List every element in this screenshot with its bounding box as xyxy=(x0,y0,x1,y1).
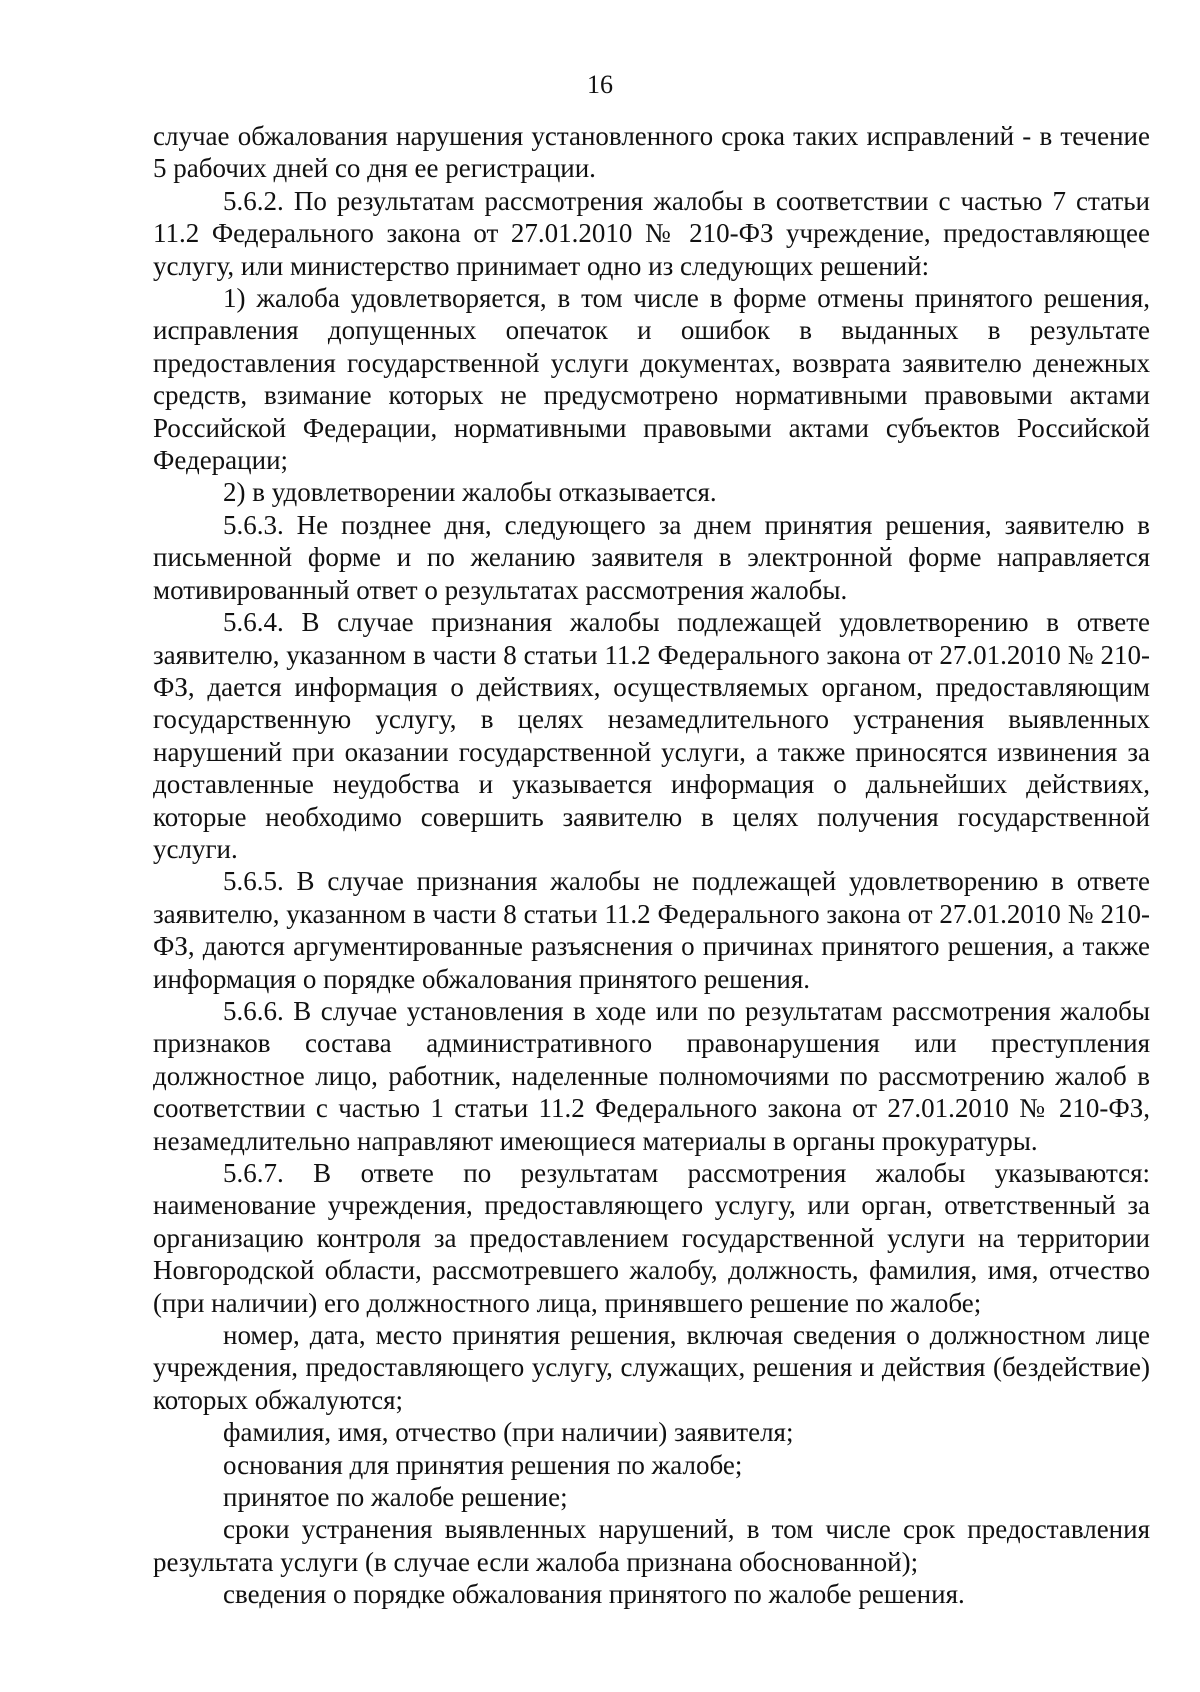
paragraph-5-6-5: 5.6.5. В случае признания жалобы не подлежащей удовлетворению в ответе заявителю, указанном в части 8 статьи 11.2 Федерального закона от 27.01.2010 № 210-ФЗ, даются аргументированные разъяснения о причинах принятого решения, а также информация о порядке обжалования принятого решения. xyxy=(153,866,1150,994)
paragraph-list-item: фамилия, имя, отчество (при наличии) заявителя; xyxy=(223,1417,794,1448)
paragraph-list-item: принятое по жалобе решение; xyxy=(223,1482,568,1513)
paragraph-5-6-7: 5.6.7. В ответе по результатам рассмотрения жалобы указываются: наименование учреждения, предоставляющего услугу, или орган, ответственный за организацию контроля за предоставлением государственной услуги на территории Новгородской области, рассмотревшего жалобу, должность, фамилия, имя, отчество (при наличии) его должностного лица, принявшего решение по жалобе; xyxy=(153,1158,1150,1318)
paragraph-decision-2: 2) в удовлетворении жалобы отказывается. xyxy=(223,477,717,508)
page-number: 16 xyxy=(587,70,613,99)
paragraph-list-item: основания для принятия решения по жалобе; xyxy=(223,1449,743,1480)
paragraph-decision-1: 1) жалоба удовлетворяется, в том числе в форме отмены принятого решения, исправления допущенных опечаток и ошибок в выданных в результате предоставления государственной услуги документах, возврата заявителю денежных средств, взимание которых не предусмотрено нормативными правовыми актами Российской Федерации, нормативными правовыми актами субъектов Российской Федерации; xyxy=(153,283,1150,476)
paragraph-5-6-4: 5.6.4. В случае признания жалобы подлежащей удовлетворению в ответе заявителю, указанном в части 8 статьи 11.2 Федерального закона от 27.01.2010 № 210-ФЗ, дается информация о действиях, осуществляемых органом, предоставляющим государственную услугу, в целях незамедлительного устранения выявленных нарушений при оказании государственной услуги, а также приносятся извинения за доставленные неудобства и указывается информация о дальнейших действиях, которые необходимо совершить заявителю в целях получения государственной услуги. xyxy=(153,607,1150,864)
paragraph-list-item: сведения о порядке обжалования принятого по жалобе решения. xyxy=(223,1579,965,1610)
paragraph-5-6-3: 5.6.3. Не позднее дня, следующего за днем принятия решения, заявителю в письменной форме и по желанию заявителя в электронной форме направляется мотивированный ответ о результатах рассмотрения жалобы. xyxy=(153,509,1150,605)
paragraph-5-6-2: 5.6.2. По результатам рассмотрения жалобы в соответствии с частью 7 статьи 11.2 Федерального закона от 27.01.2010 № 210-ФЗ учреждение, предоставляющее услугу, или министерство принимает одно из следующих решений: xyxy=(153,185,1150,281)
body-text xyxy=(153,120,1150,1611)
paragraph-5-6-6: 5.6.6. В случае установления в ходе или по результатам рассмотрения жалобы признаков состава административного правонарушения или преступления должностное лицо, работник, наделенные полномочиями по рассмотрению жалоб в соответствии с частью 1 статьи 11.2 Федерального закона от 27.01.2010 № 210-ФЗ, незамедлительно направляют имеющиеся материалы в органы прокуратуры. xyxy=(153,995,1150,1156)
paragraph-list-item: номер, дата, место принятия решения, включая сведения о должностном лице учреждения, предоставляющего услугу, служащих, решения и действия (бездействие) которых обжалуются; xyxy=(153,1320,1150,1415)
paragraph-list-item: сроки устранения выявленных нарушений, в том числе срок предоставления результата услуги (в случае если жалоба признана обоснованной); xyxy=(153,1514,1150,1577)
paragraph-continuation: случае обжалования нарушения установленного срока таких исправлений - в течение 5 рабочих дней со дня ее регистрации. xyxy=(153,121,1150,184)
